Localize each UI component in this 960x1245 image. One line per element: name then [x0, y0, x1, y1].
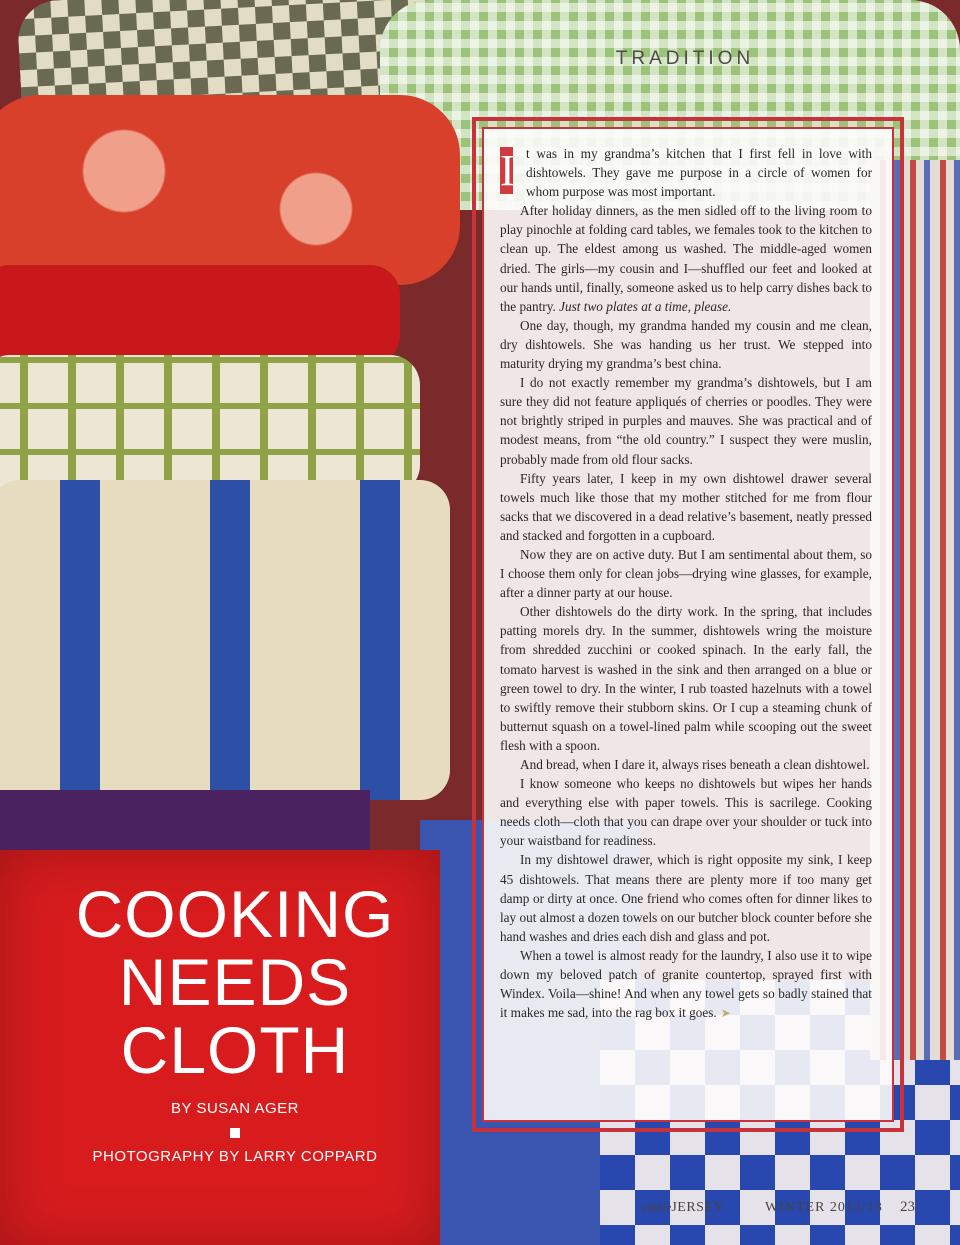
byline: BY SUSAN AGER [171, 1100, 299, 1117]
article-paragraph: And bread, when I dare it, always rises beneath a clean dishtowel. [520, 757, 870, 772]
magazine-name: edibleJERSEY [642, 1200, 725, 1215]
article-paragraph: I do not exactly remember my grandma’s dishtowels, but I am sure they did not feature appliqués of cherries or poodles. They were not brightly striped in purples and mauves. She was practical and of modest means, from “the old country.” I suspect they were muslin, probably made from old flour sacks. [500, 375, 872, 467]
article-paragraph: One day, though, my grandma handed my cousin and me clean, dry dishtowels. She was handing us her trust. We stepped into maturity drying my grandma’s best china. [500, 317, 872, 372]
issue-date: WINTER 2012/13 [765, 1200, 883, 1215]
article-paragraph: In my dishtowel drawer, which is right opposite my sink, I keep 45 dishtowels. That means there are plenty more if too many get damp or dirty at once. One friend who comes often for dinner likes to lay out almost a dozen towels on our butcher block counter before she hand washes and dries each dish and glass and pot. [500, 852, 872, 944]
section-label: TRADITION [615, 48, 755, 69]
title-line: CLOTH [120, 1013, 350, 1087]
page-number: 23 [900, 1199, 915, 1215]
page-footer [630, 1200, 930, 1220]
title-line: COOKING [75, 877, 395, 951]
photo-credit: PHOTOGRAPHY BY LARRY COPPARD [92, 1148, 378, 1165]
drop-cap: I [500, 146, 515, 195]
towel-blue-reindeer [0, 480, 450, 800]
article-paragraph: I know someone who keeps no dishtowels but wipes her hands and everything else with paper towels. This is sacrilege. Cooking needs cloth—cloth that you can drape over your shoulder or tuck into your waistband for readiness. [500, 776, 872, 849]
towel-plaid-green [0, 355, 420, 495]
article-body [500, 144, 872, 1023]
triangle-arrow-icon: ➤ [720, 1006, 731, 1021]
article-paragraph: Now they are on active duty. But I am sentimental about them, so I choose them only for clean jobs—drying wine glasses, for example, after a dinner party at our house. [500, 546, 872, 601]
article-paragraph: Other dishtowels do the dirty work. In the spring, that includes patting morels dry. In the summer, dishtowels wring the moisture from shredded zucchini or cooked spinach. In the early fall, the tomato harvest is washed in the sink and then arranged on a blue or green towel to dry. In the winter, I rub toasted hazelnuts with a towel to swiftly remove their stubborn skins. Or I cup a steaming chunk of butternut squash on a towel-lined palm while scooping out the sweet flesh with a spoon. [500, 604, 872, 753]
italic-phrase: Just two plates at a time, please. [559, 298, 732, 314]
square-bullet-icon [230, 1128, 240, 1138]
towel-red-floral [0, 95, 460, 285]
article-paragraph: When a towel is almost ready for the laundry, I also use it to wipe down my beloved patch of granite countertop, sprayed first with Windex. Voila—shine! And when any towel gets so badly stained that it makes me sad, into the rag box it goes. ➤ [500, 947, 872, 1021]
article-paragraph: I t was in my grandma’s kitchen that I first fell in love with dishtowels. They gave me purpose in a circle of women for whom purpose was most important. [500, 146, 872, 200]
article-title [40, 877, 430, 1087]
article-paragraph: Fifty years later, I keep in my own dishtowel drawer several towels much like those that my mother stitched for me from flour sacks that we discovered in a dead relative’s basement, neatly pressed and stacked and forgotten in a cupboard. [500, 470, 872, 543]
towel-red [0, 265, 400, 365]
article-paragraph: After holiday dinners, as the men sidled off to the living room to play pinochle at folding card tables, we females took to the kitchen to clean up. The eldest among us washed. The middle-aged women dried. The girls—my cousin and I—shuffled our feet and looked at our hands until, finally, someone asked us to help carry dishes back to the pantry. Just two plates at a time, please. [500, 203, 872, 314]
title-line: NEEDS [118, 945, 352, 1019]
